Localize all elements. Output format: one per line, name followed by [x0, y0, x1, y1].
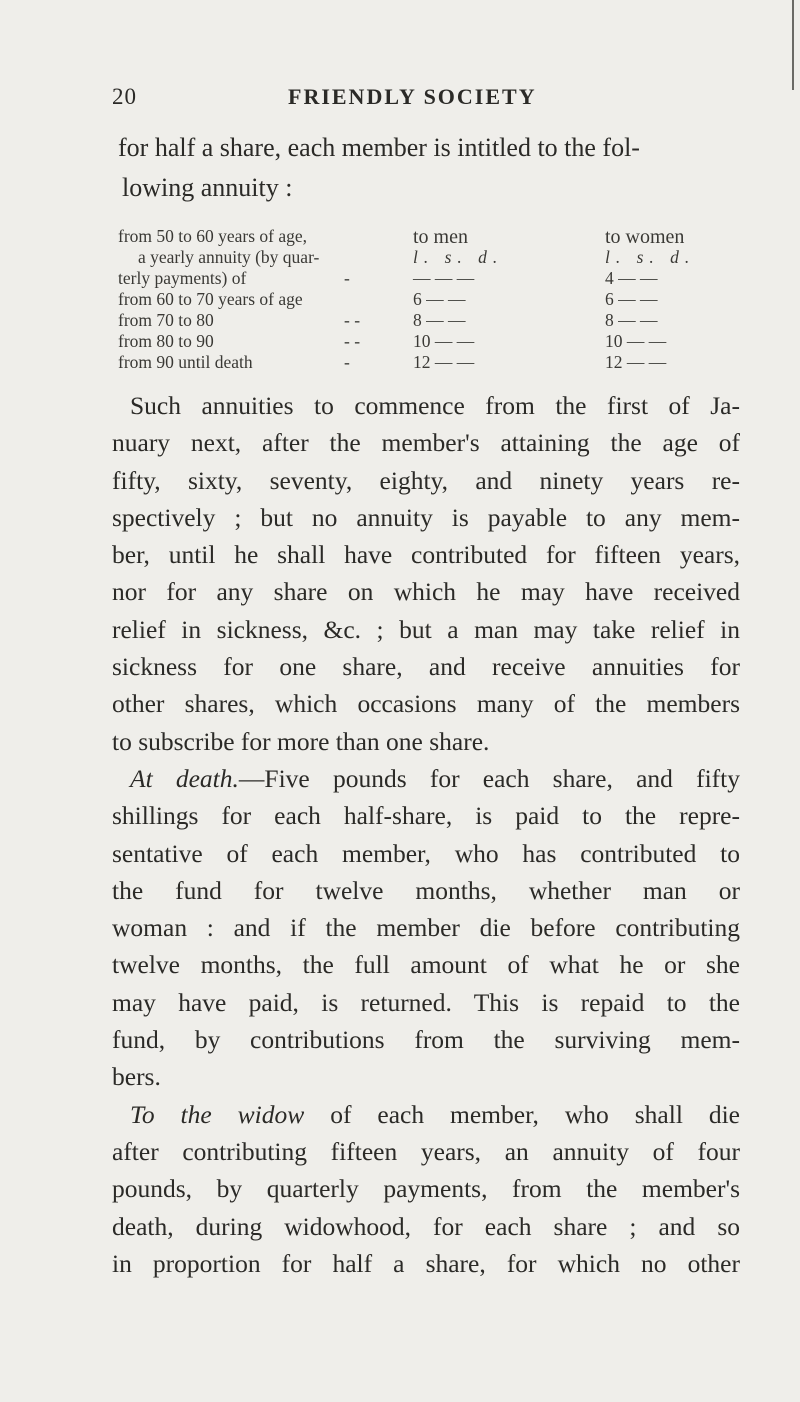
widow-paragraph	[112, 1096, 740, 1282]
page-header	[112, 84, 732, 114]
row-women-value: 4 — —	[605, 268, 658, 288]
table-row	[118, 352, 758, 373]
table-row	[118, 289, 758, 310]
text-line: twelve months, the full amount of what he or she	[112, 950, 740, 980]
row-women-value: 10 — —	[605, 331, 667, 351]
row-men-value: 8 — —	[413, 310, 466, 330]
text-line: woman : and if the member die before contributing	[112, 913, 740, 943]
text-line: shillings for each half-share, is paid to the repre-	[112, 801, 740, 831]
text-line: sickness for one share, and receive annuities for	[112, 652, 740, 682]
text-line: nor for any share on which he may have received	[112, 577, 740, 607]
row-women-value: 6 — —	[605, 289, 658, 309]
row-men-value: 12 — —	[413, 352, 475, 372]
table-header-row	[118, 226, 758, 247]
annuity-table	[118, 226, 758, 373]
text-line	[112, 760, 740, 797]
intro-line-1: for half a share, each member is intitled to the fol-	[118, 133, 640, 162]
running-head: FRIENDLY SOCIETY	[288, 84, 537, 109]
death-paragraph	[112, 760, 740, 1096]
text-line: relief in sickness, &c. ; but a man may take relief in	[112, 614, 740, 644]
widow-heading: To the widow	[130, 1099, 305, 1129]
table-row	[118, 268, 758, 289]
death-heading: At death.	[130, 763, 239, 793]
table-units-row	[118, 247, 758, 268]
text-line: to subscribe for more than one share.	[112, 726, 490, 756]
row-dash: - -	[344, 331, 361, 351]
text-line: sentative of each member, who has contributed to	[112, 838, 740, 868]
text-line: Such annuities to commence from the first of Ja-	[130, 391, 740, 420]
women-column-header: to women	[605, 226, 685, 248]
page-edge-line	[792, 0, 794, 90]
text-line: spectively ; but no annuity is payable to any mem-	[112, 502, 740, 532]
women-units: l. s. d.	[605, 247, 696, 267]
row-label: terly payments) of	[118, 268, 247, 288]
page-number: 20	[112, 84, 137, 109]
row-dash: -	[344, 352, 350, 372]
text-line: death, during widowhood, for each share ; and so	[112, 1211, 740, 1241]
table-row	[118, 331, 758, 352]
text-line: pounds, by quarterly payments, from the member's	[112, 1174, 740, 1204]
row-dash: - -	[344, 310, 361, 330]
row-men-value: — — —	[413, 268, 475, 288]
row-label: from 90 until death	[118, 352, 253, 372]
text-line: ber, until he shall have contributed for fifteen years,	[112, 540, 740, 570]
row-women-value: 8 — —	[605, 310, 658, 330]
row-label: from 60 to 70 years of age	[118, 289, 303, 309]
text-line: fund, by contributions from the surviving mem-	[112, 1025, 740, 1055]
annuity-paragraph	[112, 387, 740, 760]
row-label: from 80 to 90	[118, 331, 214, 351]
death-line-start: —Five pounds for each share, and fifty	[238, 763, 740, 793]
widow-line-start: of each member, who shall die	[304, 1099, 740, 1129]
text-line: may have paid, is returned. This is repaid to the	[112, 987, 740, 1017]
text-line: after contributing fifteen years, an annuity of four	[112, 1136, 740, 1166]
row-men-value: 6 — —	[413, 289, 466, 309]
text-line: in proportion for half a share, for which no other	[112, 1248, 740, 1278]
table-row	[118, 310, 758, 331]
intro-paragraph	[118, 128, 738, 208]
text-line	[112, 1096, 740, 1133]
row-men-value: 10 — —	[413, 331, 475, 351]
table-label-header: from 50 to 60 years of age,	[118, 226, 308, 246]
text-line: other shares, which occasions many of the members	[112, 689, 740, 719]
text-line: the fund for twelve months, whether man or	[112, 875, 740, 905]
row-women-value: 12 — —	[605, 352, 667, 372]
text-line: bers.	[112, 1062, 161, 1092]
row-label: from 70 to 80	[118, 310, 214, 330]
body-text	[112, 387, 740, 1282]
intro-line-2: lowing annuity :	[122, 173, 293, 202]
text-line: fifty, sixty, seventy, eighty, and ninety years re-	[112, 465, 740, 495]
men-units: l. s. d.	[413, 247, 504, 267]
text-line: nuary next, after the member's attaining the age of	[112, 428, 740, 458]
table-label-header-cont: a yearly annuity (by quar-	[138, 247, 320, 267]
row-dash: -	[344, 268, 350, 288]
men-column-header: to men	[413, 226, 468, 248]
